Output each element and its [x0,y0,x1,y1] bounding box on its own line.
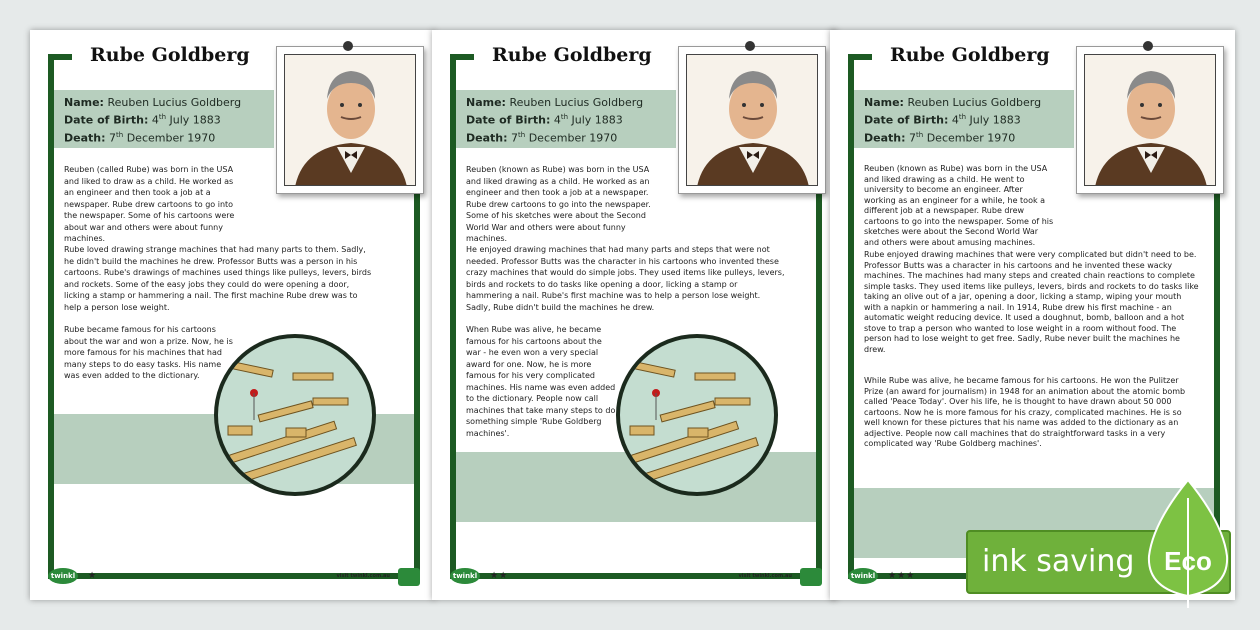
death-label: Death: [864,131,906,145]
body-text [64,324,234,387]
portrait-photo [678,46,826,194]
death-day: 7 [511,131,519,145]
dob-sup: th [958,113,967,121]
paragraph: When Rube was alive, he became famous for his cartoons about the war - he even won a very special award for one. Now, he is more famous for his very complicated machines. His name was even added to the dictionary. People now call machines that take many steps to do something simple 'Rube Goldberg machines'. [466,325,616,438]
paragraph: While Rube was alive, he became famous for his cartoons. He won the Pulitzer Prize (an award for journalism) in 1948 for an animation about the atomic bomb called 'Peace Today'. Over his life, he is thought to have drawn about 50 000 cartoons. Now he is more famous for his crazy, complicated machines. He is so well known for these pictures that his name was added to the dictionary as an adjective. People now call machines that do straightforward tasks in a very complicated way 'Rube Goldberg machines'. [864,376,1186,448]
body-text [64,244,374,318]
page-title: Rube Goldberg [84,44,256,66]
worksheet-page-1 [30,30,435,600]
dob-day: 4 [151,113,159,127]
pin-icon [745,41,755,51]
name-value: Reuben Lucius Goldberg [509,96,644,109]
paragraph: Rube enjoyed drawing machines that were very complicated but didn't need to be. Professor Butts was a character in his cartoons and he invented these wacky machines. The machines had many steps and created chain reactions to complete simple tasks. They used items like pulleys, levers, birds and rockets to do tasks like taking an olive out of a jar, opening a door, licking a stamp, wiping your mouth with a napkin or hammering a nail. In 1914, Rube drew his first machine - an automatic weight reducing device. It used a doughnut, bomb, balloon and a hot stove to trap a person who wanted to lose weight in a room without food. The person had to lose weight to get free. Sadly, Rube never built the machines he drew. [864,250,1199,354]
paragraph: He enjoyed drawing machines that had many parts and steps that were not needed. Professor Butts was the character in his cartoons who invented these crazy machines that would do simple jobs. They used items like pulleys, levers, birds and rockets to do tasks like opening a door, licking a stamp or hammering a nail. Rube's first machine was to help a person lose weight. Sadly, Rube didn't build the machines he drew. [466,245,785,312]
portrait-illustration [686,54,818,186]
body-text [64,164,244,250]
dob-rest: July 1883 [969,113,1021,127]
ink-saving-label: ink saving [982,544,1135,579]
dob-label: Date of Birth: [466,113,551,127]
dob-rest: July 1883 [571,113,623,127]
website-link: visit twinkl.com.au [336,573,390,579]
body-text [864,164,1054,253]
name-value: Reuben Lucius Goldberg [107,96,242,109]
death-label: Death: [466,131,508,145]
leaf-icon [1143,478,1233,610]
paragraph: Reuben (called Rube) was born in the USA and liked to draw as a child. He worked as an engineer and then took a job at a newspaper. Rube drew cartoons to go into the newspaper. Some of his cartoons were about war and others were about funny machines. [64,165,235,243]
difficulty-stars: ★★★ [888,571,916,581]
portrait-photo [276,46,424,194]
paragraph: Rube became famous for his cartoons about the war and won a prize. Now, he is more famous for his machines that had many steps to do easy tasks. His name was even added to the dictionary. [64,325,233,380]
death-sup: th [916,130,924,139]
body-text [466,164,651,250]
twinkl-logo: twinkl [848,568,878,584]
portrait-illustration [284,54,416,186]
page-frame [450,44,822,579]
death-label: Death: [64,131,106,145]
death-rest: December 1970 [926,131,1016,145]
name-label: Name: [864,96,904,109]
name-label: Name: [466,96,506,109]
frame-corner [48,54,72,60]
quality-badge-icon [800,568,822,586]
dob-day: 4 [951,113,959,127]
page-footer [48,568,420,588]
dob-sup: th [560,113,569,121]
portrait-illustration [1084,54,1216,186]
death-sup: th [518,130,526,139]
dob-rest: July 1883 [169,113,221,127]
death-day: 7 [909,131,917,145]
body-text [864,376,1199,455]
body-text [466,244,786,318]
dob-day: 4 [553,113,561,127]
name-value: Reuben Lucius Goldberg [907,96,1042,109]
name-label: Name: [64,96,104,109]
quality-badge-icon [398,568,420,586]
difficulty-stars: ★ [88,571,98,581]
portrait-photo [1076,46,1224,194]
page-title: Rube Goldberg [884,44,1056,66]
page-footer [450,568,822,588]
dob-label: Date of Birth: [864,113,949,127]
death-rest: December 1970 [528,131,618,145]
frame-corner [450,54,474,60]
dob-sup: th [158,113,167,121]
twinkl-logo: twinkl [48,568,78,584]
page-frame [48,44,420,579]
info-band [54,90,274,148]
website-link: visit twinkl.com.au [738,573,792,579]
machine-illustration [214,334,376,496]
body-text [864,250,1199,360]
page-title: Rube Goldberg [486,44,658,66]
info-band [854,90,1074,148]
difficulty-stars: ★★ [490,571,509,581]
paragraph: Rube loved drawing strange machines that had many parts to them. Sadly, he didn't build the machines he drew. Professor Butts was a person in his cartoons. Rube's drawings of machines used things like pulleys, levers, birds and rockets. Some of the easy jobs they could do were opening a door, licking a stamp or hammering a nail. The first machine Rube drew was to help a person lose weight. [64,245,372,312]
dob-label: Date of Birth: [64,113,149,127]
death-sup: th [116,130,124,139]
body-text [466,324,616,444]
frame-corner [848,54,872,60]
machine-illustration [616,334,778,496]
twinkl-logo: twinkl [450,568,480,584]
info-band [456,90,676,148]
paragraph: Reuben (known as Rube) was born in the USA and liked drawing as a child. He worked as an engineer and then took a job at a newspaper. Rube drew cartoons to go into the newspaper. Some of his sketches were about the Second World War and others were about funny machines. [466,165,651,243]
pin-icon [343,41,353,51]
eco-label: Eco [1164,546,1212,576]
pin-icon [1143,41,1153,51]
death-day: 7 [109,131,117,145]
worksheet-page-2 [432,30,837,600]
paragraph: Reuben (known as Rube) was born in the USA and liked drawing as a child. He went to university to become an engineer. After working as an engineer for a while, he took a different job at a newspaper. Rube drew cartoons to go into the newspaper. Some of his sketches were about the Second World War and others were about amusing machines. [864,164,1054,247]
death-rest: December 1970 [126,131,216,145]
